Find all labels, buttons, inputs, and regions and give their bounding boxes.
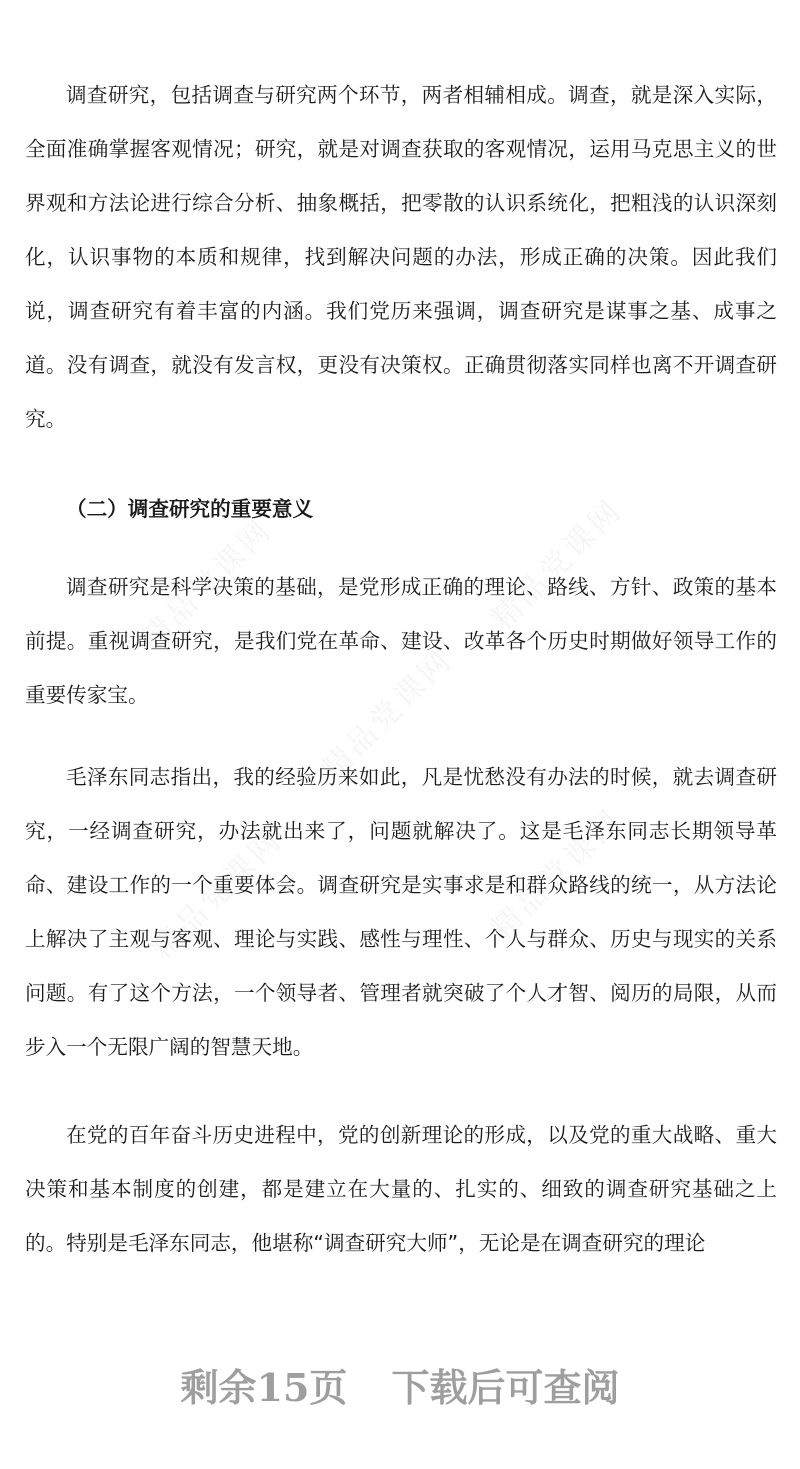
- section-heading: （二）调查研究的重要意义: [66, 497, 314, 521]
- paragraph-history: 在党的百年奋斗历史进程中，党的创新理论的形成，以及党的重大战略、重大决策和基本制度的创建，都是建立在大量的、扎实的、细致的调查研究基础之上的。特别是毛泽东同志，他堪称“调查研究大师”，无论是在调查研究的理论: [25, 1123, 777, 1255]
- watermark: 精品党课网: [314, 641, 460, 787]
- paragraph-mao-quote: 毛泽东同志指出，我的经验历来如此，凡是忧愁没有办法的时候，就去调查研究，一经调查研究，办法就出来了，问题就解决了。这是毛泽东同志长期领导革命、建设工作的一个重要体会。调查研究是实事求是和群众路线的统一，从方法论上解决了主观与客观、理论与实践、感性与理性、个人与群众、历史与现实的关系问题。有了这个方法，一个领导者、管理者就突破了个人才智、阅历的局限，从而步入一个无限广阔的智慧天地。: [25, 765, 777, 1059]
- remaining-pages-text: 剩余15页: [180, 1365, 348, 1410]
- paragraph-definition: 调查研究，包括调查与研究两个环节，两者相辅相成。调查，就是深入实际，全面准确掌握客观情况；研究，就是对调查获取的客观情况，运用马克思主义的世界观和方法论进行综合分析、抽象概括，把零散的认识系统化，把粗浅的认识深刻化，认识事物的本质和规律，找到解决问题的办法，形成正确的决策。因此我们说，调查研究有着丰富的内涵。我们党历来强调，调查研究是谋事之基、成事之道。没有调查，就没有发言权，更没有决策权。正确贯彻落实同样也离不开调查研究。: [25, 83, 777, 431]
- download-banner[interactable]: [0, 1358, 800, 1418]
- watermark: 精品党课网: [144, 821, 290, 967]
- paragraph-significance: 调查研究是科学决策的基础，是党形成正确的理论、路线、方针、政策的基本前提。重视调查研究，是我们党在革命、建设、改革各个历史时期做好领导工作的重要传家宝。: [25, 575, 777, 707]
- watermark: 精品党课网: [484, 801, 630, 947]
- watermark: 精品党课网: [484, 491, 630, 637]
- download-prompt-text: 下载后可查阅: [391, 1365, 620, 1410]
- watermark: 精品党课网: [134, 511, 280, 657]
